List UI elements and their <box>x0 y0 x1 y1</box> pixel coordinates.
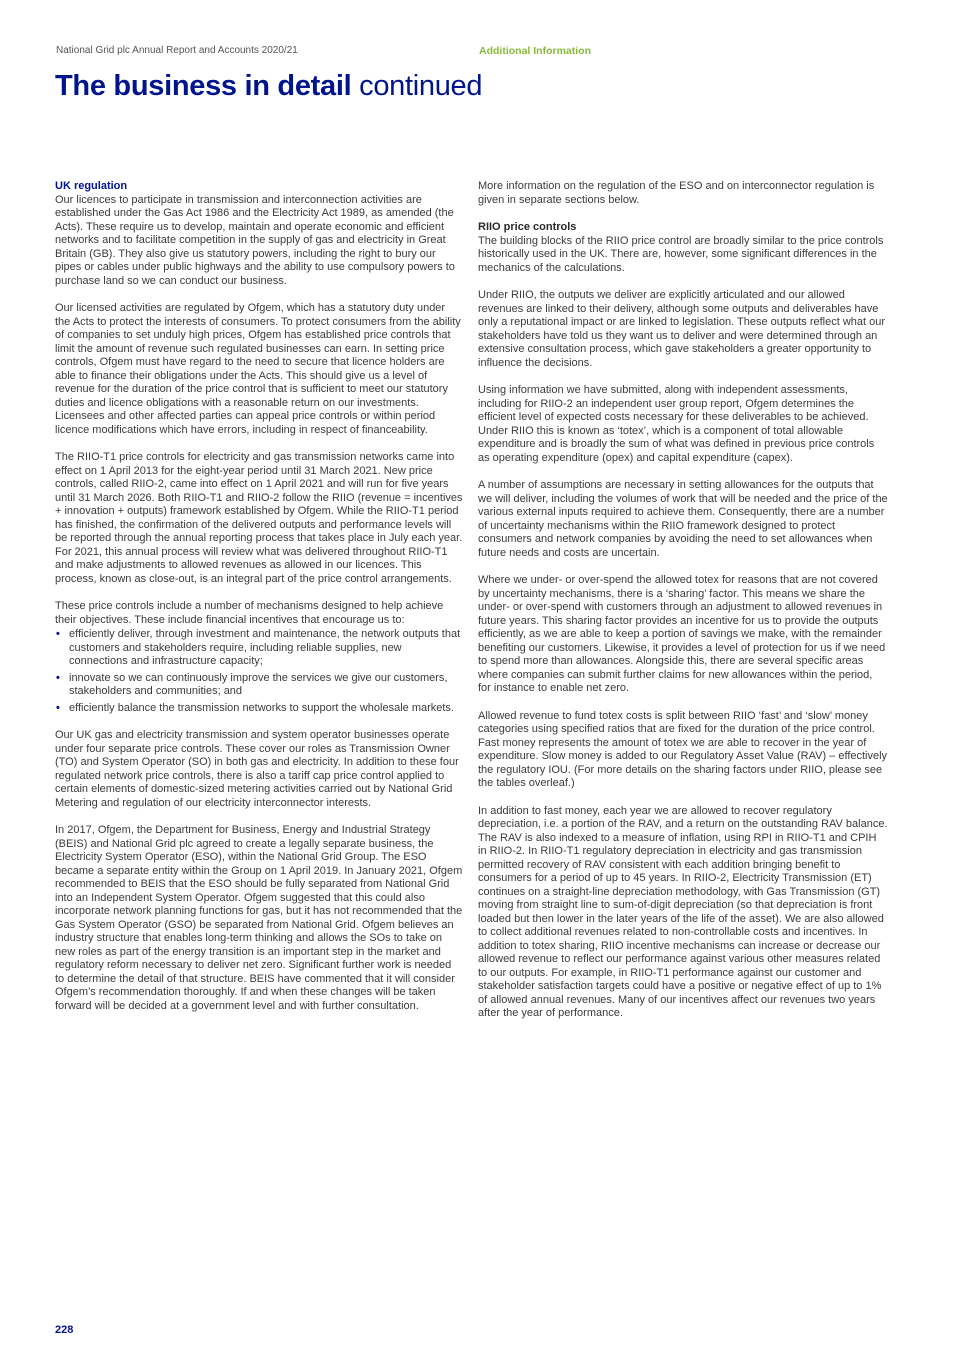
uk-regulation-heading: UK regulation <box>55 180 128 192</box>
paragraph: Allowed revenue to fund totex costs is split between RIIO ‘fast’ and ‘slow’ money categories using specified ratios that are fixed for the duration of the price control. Fast money represents the amount of totex we are able to recover in the year of expenditure. Slow money is added to our Regulatory Asset Value (RAV) – effectively the regulatory IOU. (For more details on the sharing factors under RIIO, please see the tables overleaf.) <box>478 709 888 789</box>
paragraph: Under RIIO, the outputs we deliver are explicitly articulated and our allowed revenues are linked to their delivery, although some outputs and deliverables have only a reputational impact or are linked to legislation. These outputs reflect what our stakeholders have told us they want us to deliver and were determined through an extensive consultation process, which gave stakeholders a greater opportunity to influence the decisions. <box>478 289 886 369</box>
paragraph: These price controls include a number of mechanisms designed to help achieve their objectives. These include financial incentives that encourage us to: <box>55 600 444 626</box>
right-column <box>478 180 888 1035</box>
paragraph: In addition to fast money, each year we are allowed to recover regulatory depreciation, i.e. a portion of the RAV, and a return on the outstanding RAV balance. The RAV is also indexed to a measure of inflation, using RPI in RIIO-T1 and CPIH in RIIO-2. In RIIO-T1 regulatory depreciation in electricity and gas transmission permitted recovery of RAV consistent with each addition bringing benefit to consumers for a period of up to 45 years. In RIIO-2, Electricity Transmission (ET) continues on a straight-line depreciation methodology, with Gas Transmission (GT) moving from straight line to sum-of-digit depreciation (so that depreciation is front loaded but then lower in the later years of the life of the asset). We are also allowed to collect additional revenues related to non-controllable costs and incentives. In addition to totex sharing, RIIO incentive mechanisms can increase or decrease our allowed revenue to reflect our performance against various other measures related to our outputs. For example, in RIIO-T1 performance against our customer and stakeholder satisfaction targets could have a positive or negative effect of up to 1% of allowed annual revenues. Many of our incentives affect our revenues two years after the year of performance. <box>478 804 888 1019</box>
page-title-main: The business in detail <box>55 70 352 102</box>
paragraph: A number of assumptions are necessary in setting allowances for the outputs that we will deliver, including the volumes of work that will be needed and the price of the various external inputs required to achieve them. Consequently, there are a number of uncertainty mechanisms within the RIIO framework designed to protect consumers and network companies by avoiding the need to set allowances when future needs and costs are uncertain. <box>478 479 888 559</box>
page-title-suffix: continued <box>359 70 483 102</box>
page-title <box>55 66 482 106</box>
list-item: • efficiently balance the transmission networks to support the wholesale markets. <box>55 702 463 716</box>
paragraph: The building blocks of the RIIO price control are broadly similar to the price controls historically used in the UK. There are, however, some significant differences in the mechanics of the calculations. <box>478 234 884 274</box>
riio-heading: RIIO price controls <box>478 221 577 233</box>
paragraph: In 2017, Ofgem, the Department for Business, Energy and Industrial Strategy (BEIS) and National Grid plc agreed to create a legally separate business, the Electricity System Operator (ESO), within the National Grid Group. The ESO became a separate entity within the Group on 1 April 2019. In January 2021, Ofgem recommended to BEIS that the ESO should be fully separated from National Grid into an Independent System Operator. Ofgem suggested that this could also incorporate network planning functions for gas, but it has not recommended that the Gas System Operator (GSO) be separated from National Grid. Ofgem believes an industry structure that enables long-term thinking and allows the SOs to take on new roles as part of the energy transition is an important step in the market and regulatory reform necessary to deliver net zero. Significant further work is needed to determine the detail of that structure. BEIS have commented that it will consider Ofgem’s recommendation thoroughly. If and when these changes will be taken forward will be decided at a government level and with further consultation. <box>55 824 463 1012</box>
report-title: National Grid plc Annual Report and Accounts 2020/21 <box>56 45 298 56</box>
section-label: Additional Information <box>479 45 591 57</box>
page-number: 228 <box>55 1324 74 1336</box>
incentive-list <box>55 628 463 715</box>
paragraph: Our licences to participate in transmission and interconnection activities are established under the Gas Act 1986 and the Electricity Act 1989, as amended (the Acts). These require us to develop, maintain and operate economic and efficient networks and to facilitate competition in the supply of gas and electricity in Great Britain (GB). They also give us statutory powers, including the right to bury our pipes or cables under public highways and the ability to use compulsory powers to purchase land so we can conduct our business. <box>55 193 455 287</box>
left-column <box>55 180 463 1027</box>
paragraph: Our licensed activities are regulated by Ofgem, which has a statutory duty under the Acts to protect the interests of consumers. To protect consumers from the ability of companies to set unduly high prices, Ofgem has established price controls that limit the amount of revenue such regulated businesses can earn. In setting price controls, Ofgem must have regard to the need to secure that licence holders are able to finance their obligations under the Acts. This should give us a level of revenue for the duration of the price control that is sufficient to meet our statutory duties and licence obligations with a reasonable return on our investments. Licensees and other affected parties can appeal price controls or within period licence modifications which have errors, including in respect of financeability. <box>55 302 461 436</box>
paragraph: Our UK gas and electricity transmission and system operator businesses operate under four separate price controls. These cover our roles as Transmission Owner (TO) and System Operator (SO) in both gas and electricity. In addition to these four regulated network price controls, there is also a tariff cap price control applied to certain elements of domestic-sized metering activities carried out by National Grid Metering and regulation of our electricity interconnector interests. <box>55 729 459 809</box>
paragraph: More information on the regulation of the ESO and on interconnector regulation is given in separate sections below. <box>478 180 875 206</box>
paragraph: Where we under- or over-spend the allowed totex for reasons that are not covered by uncertainty mechanisms, there is a ‘sharing’ factor. This means we share the under- or over-spend with customers through an adjustment to allowed revenues in future years. This sharing factor provides an incentive for us to provide the outputs efficiently, as we are able to keep a portion of savings we make, with the remainder benefiting our customers. Likewise, it provides a level of protection for us if we need to spend more than allowances. Alongside this, there are several specific areas where companies can submit further claims for new allowances within the period, for instance to enable net zero. <box>478 574 886 694</box>
list-item: • innovate so we can continuously improve the services we give our customers, stakeholders and communities; and <box>55 672 463 699</box>
paragraph: Using information we have submitted, along with independent assessments, including for RIIO-2 an independent user group report, Ofgem determines the efficient level of expected costs necessary for these deliverables to be achieved. Under RIIO this is known as ‘totex’, which is a component of total allowable expenditure and is broadly the sum of what was defined in previous price controls as operating expenditure (opex) and capital expenditure (capex). <box>478 384 875 464</box>
list-item: • efficiently deliver, through investment and maintenance, the network outputs that customers and stakeholders require, including reliable supplies, new connections and infrastructure capacity; <box>55 628 463 669</box>
paragraph: The RIIO-T1 price controls for electricity and gas transmission networks came into effect on 1 April 2013 for the eight-year period until 31 March 2021. New price controls, called RIIO-2, came into effect on 1 April 2021 and will run for five years until 31 March 2026. Both RIIO-T1 and RIIO-2 follow the RIIO (revenue = incentives + innovation + outputs) framework established by Ofgem. While the RIIO-T1 period has finished, the confirmation of the delivered outputs and performance levels will be reported through the annual reporting process that takes place in July each year. For 2021, this annual process will review what was delivered throughout RIIO-T1 and make adjustments to allowed revenues as allowed in our licences. This process, known as close-out, is an integral part of the price control arrangements. <box>55 451 463 585</box>
